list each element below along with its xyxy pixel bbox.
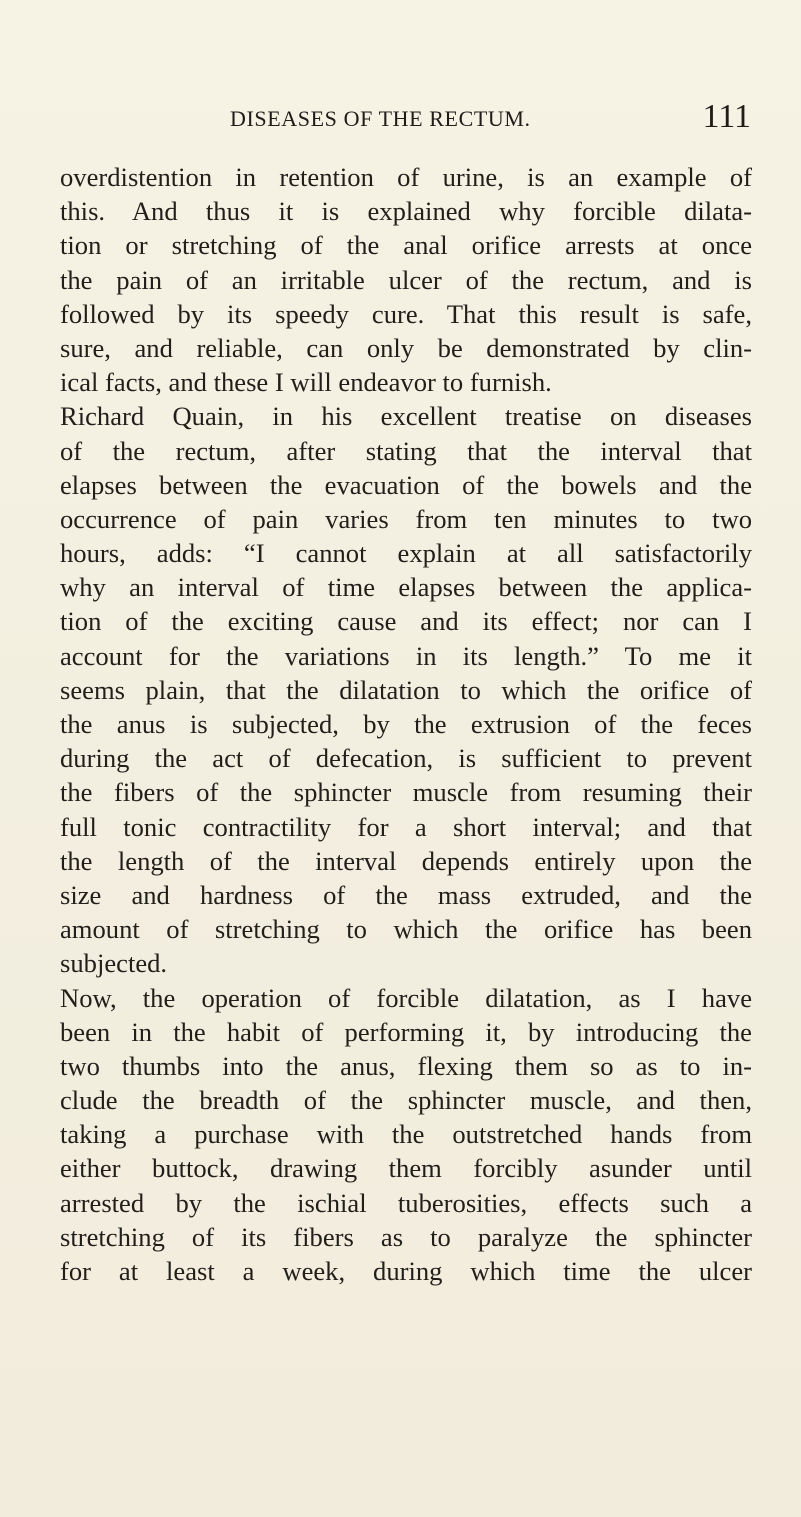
- text-line: occurrence of pain varies from ten minutes to two: [60, 503, 752, 534]
- text-line: of the rectum, after stating that the interval that: [60, 435, 752, 466]
- text-line: arrested by the ischial tuberosities, effects such a: [60, 1187, 752, 1218]
- text-line: subjected.: [60, 948, 168, 979]
- text-line: elapses between the evacuation of the bowels and the: [60, 469, 752, 500]
- text-line: two thumbs into the anus, flexing them so as to in-: [60, 1050, 752, 1081]
- text-line: the fibers of the sphincter muscle from resuming their: [60, 777, 752, 808]
- text-line: Richard Quain, in his excellent treatise on diseases: [60, 401, 752, 432]
- page-number: 111: [702, 98, 751, 135]
- text-line: tion or stretching of the anal orifice arrests at once: [60, 230, 752, 261]
- text-line: why an interval of time elapses between the applica-: [60, 572, 752, 603]
- text-line: ical facts, and these I will endeavor to furnish.: [60, 367, 552, 398]
- text-line: account for the variations in its length.” To me it: [60, 640, 752, 671]
- text-line: size and hardness of the mass extruded, and the: [60, 879, 752, 910]
- text-line: for at least a week, during which time the ulcer: [60, 1256, 752, 1286]
- text-line: full tonic contractility for a short interval; and that: [60, 811, 752, 842]
- text-line: the anus is subjected, by the extrusion of the feces: [60, 709, 752, 739]
- text-line: Now, the operation of forcible dilatation, as I have: [60, 982, 752, 1013]
- text-line: stretching of its fibers as to paralyze the sphincter: [60, 1221, 752, 1252]
- text-line: tion of the exciting cause and its effect; nor can I: [60, 606, 752, 637]
- text-line: either buttock, drawing them forcibly asunder until: [60, 1153, 752, 1184]
- text-line: clude the breadth of the sphincter muscle, and then,: [60, 1085, 752, 1116]
- text-line: this. And thus it is explained why forcible dilata-: [60, 196, 752, 227]
- text-line: during the act of defecation, is sufficient to prevent: [60, 743, 752, 774]
- text-line: overdistention in retention of urine, is an example of: [60, 162, 752, 192]
- body-text: [60, 160, 752, 1288]
- text-line: sure, and reliable, can only be demonstrated by clin-: [60, 332, 752, 363]
- text-line: followed by its speedy cure. That this result is safe,: [60, 298, 752, 329]
- text-line: the pain of an irritable ulcer of the rectum, and is: [60, 264, 752, 295]
- text-line: seems plain, that the dilatation to which the orifice of: [60, 674, 752, 705]
- running-head: [59, 100, 751, 150]
- text-line: amount of stretching to which the orifice has been: [60, 914, 752, 945]
- text-line: taking a purchase with the outstretched hands from: [60, 1119, 752, 1150]
- running-head-title: DISEASES OF THE RECTUM.: [230, 106, 531, 131]
- text-line: the length of the interval depends entirely upon the: [60, 845, 752, 876]
- text-line: been in the habit of performing it, by introducing the: [60, 1016, 752, 1047]
- text-line: hours, adds: “I cannot explain at all satisfactorily: [60, 538, 752, 569]
